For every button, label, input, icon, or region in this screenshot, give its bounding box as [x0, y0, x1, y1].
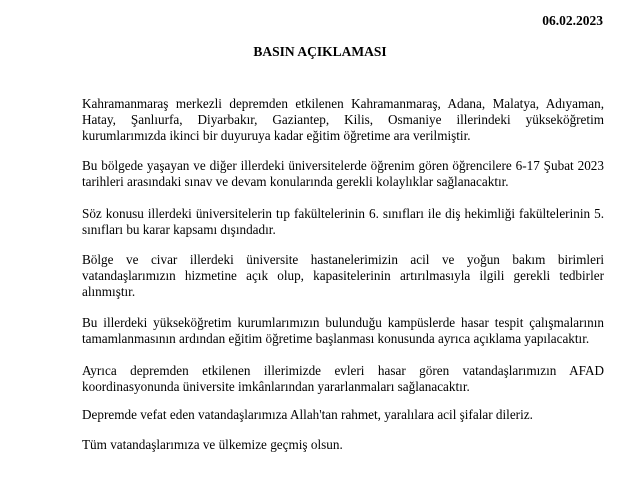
paragraph-damage-assessment: Bu illerdeki yükseköğretim kurumlarımızın bulunduğu kampüslerde hasar tespit çalışmalarının tamamlanmasının ardından eğitim öğretime başlanması konusunda ayrıca açıklama yapılacaktır.	[82, 315, 604, 346]
paragraph-condolences: Depremde vefat eden vatandaşlarımıza Allah'tan rahmet, yaralılara acil şifalar dileriz.	[82, 407, 533, 422]
paragraph-exemptions: Söz konusu illerdeki üniversitelerin tıp fakültelerinin 6. sınıfları ile diş hekimliği fakültelerinin 5. sınıfları bu karar kapsamı dışındadır.	[82, 206, 604, 237]
paragraph-suspension-of-education: Kahramanmaraş merkezli depremden etkilenen Kahramanmaraş, Adana, Malatya, Adıyaman, Hatay, Şanlıurfa, Diyarbakır, Gaziantep, Kilis, Osmaniye illerindeki yükseköğretim kurumlarımızda ikinci bir duyuruya kadar eğitim öğretime ara verilmiştir.	[82, 96, 604, 143]
document-title: BASIN AÇIKLAMASI	[253, 44, 387, 59]
paragraph-get-well: Tüm vatandaşlarımıza ve ülkemize geçmiş olsun.	[82, 437, 343, 452]
document-date: 06.02.2023	[542, 13, 603, 28]
paragraph-afad-coordination: Ayrıca depremden etkilenen illerimizde evleri hasar gören vatandaşlarımızın AFAD koordinasyonunda üniversite imkânlarından yararlanmaları sağlanacaktır.	[82, 363, 604, 394]
paragraph-exam-accommodations: Bu bölgede yaşayan ve diğer illerdeki üniversitelerde öğrenim gören öğrencilere 6-17 Şubat 2023 tarihleri arasındaki sınav ve devam konularında gerekli kolaylıklar sağlanacaktır.	[82, 158, 604, 189]
paragraph-hospitals: Bölge ve civar illerdeki üniversite hastanelerimizin acil ve yoğun bakım birimleri vatandaşlarımızın hizmetine açık olup, kapasitelerinin artırılmasıyla ilgili gerekli tedbirler alınmıştır.	[82, 252, 604, 299]
